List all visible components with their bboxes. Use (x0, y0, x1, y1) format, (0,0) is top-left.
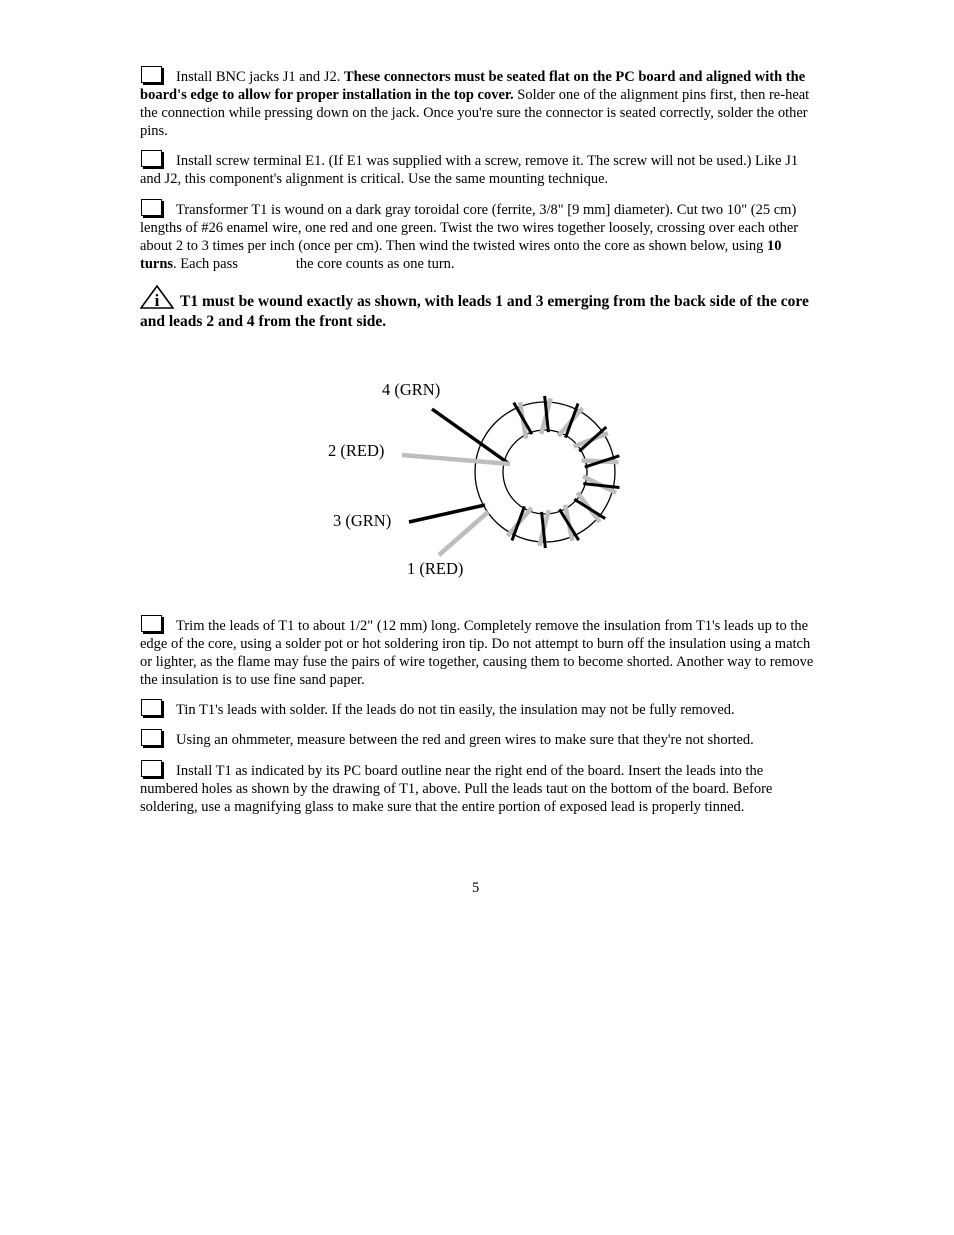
step-text: Solder one of the alignment pins first, then re-heat the connection while pressing down on the jack. Once you're sure the connector is seated correctly, solder the other pins. (140, 87, 810, 139)
checkbox[interactable] (141, 729, 162, 746)
step-text: the core counts as one turn. (295, 256, 455, 272)
checkbox[interactable] (141, 699, 162, 716)
lead-4-wire (432, 409, 508, 463)
step-trim-leads (140, 615, 820, 689)
lead-2-wire (402, 455, 510, 464)
step-ohmmeter-check (140, 729, 820, 749)
lead-2-label: 2 (RED) (328, 441, 385, 460)
step-text: Install BNC jacks J1 and J2. (176, 69, 344, 85)
step-text: Install screw terminal E1. (If E1 was supplied with a screw, remove it. The screw will not be used.) Like J1 and J2, this component's alignment is critical. Use the same mounting technique. (140, 153, 799, 187)
page-number: 5 (472, 880, 480, 896)
step-text: Using an ohmmeter, measure between the red and green wires to make sure that they're not shorted. (176, 732, 754, 748)
winding-turns (508, 396, 620, 548)
winding-green-strand (574, 499, 605, 518)
winding-turn (574, 493, 605, 522)
step-text: . Each pass (173, 256, 238, 272)
lead-1-label: 1 (RED) (407, 559, 464, 578)
warning-text: T1 must be wound exactly as shown, with leads 1 and 3 emerging from the back side of the core and leads 2 and 4 from the front side. (140, 293, 809, 330)
lead-1-wire (439, 512, 488, 555)
step-install-t1 (140, 760, 820, 816)
step-emphasis: 10 turns (140, 238, 782, 272)
step-text: Install T1 as indicated by its PC board outline near the right end of the board. Insert the leads into the numbered holes as shown by the drawing of T1, above. Pull the leads taut on the bottom of the board. Before soldering, use a magnifying glass to make sure that the entire portion of exposed lead is properly tinned. (140, 763, 773, 815)
winding-turn (582, 456, 620, 467)
winding-turn (558, 403, 582, 437)
step-text: Transformer T1 is wound on a dark gray toroidal core (ferrite, 3/8" [9 mm] diameter). Cut two 10" (25 cm) lengths of #26 enamel wire, one red and one green. Twist the two wires together loosely, crossing over each other about 2 to 3 times per inch (once per cm). Then wind the twisted wires onto the core as shown below, using (140, 202, 799, 254)
lead-4-label: 4 (GRN) (382, 380, 441, 399)
checkbox[interactable] (141, 615, 162, 632)
winding-turn (508, 506, 532, 540)
checkbox[interactable] (141, 760, 162, 777)
winding-green-strand (579, 427, 606, 451)
svg-text:i: i (154, 291, 160, 309)
lead-3-label: 3 (GRN) (333, 511, 392, 530)
lead-3-wire (409, 505, 485, 522)
step-emphasis: These connectors must be seated flat on the PC board and aligned with the board's edge to allow for proper installation in the top cover. (140, 69, 806, 103)
step-text: Trim the leads of T1 to about 1/2" (12 mm) long. Completely remove the insulation from T1's leads up to the edge of the core, using a solder pot or hot soldering iron tip. Do not attempt to burn off the insulation using a match or lighter, as the flame may fuse the pairs of wire together, causing them to become shorted. Another way to remove the insulation is to use fine sand paper. (140, 618, 814, 688)
winding-green-strand (566, 403, 578, 437)
winding-green-strand (512, 506, 524, 540)
lead-wires (402, 409, 510, 555)
step-text: Tin T1's leads with solder. If the leads do not tin easily, the insulation may not be fully removed. (176, 702, 735, 718)
step-tin-leads (140, 699, 820, 719)
